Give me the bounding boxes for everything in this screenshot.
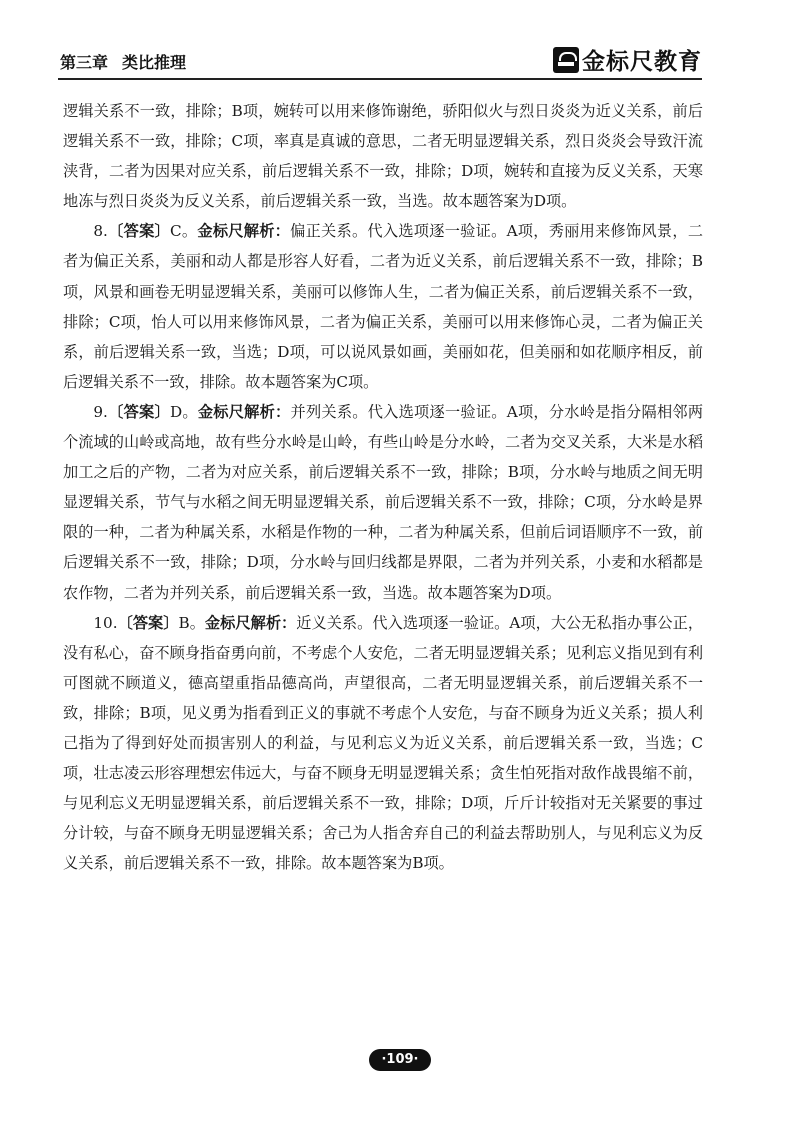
analysis-text: 并列关系。代入选项逐一验证。A项，分水岭是指分隔相邻两个流域的山岭或高地，故有些分水岭是山岭，有些山岭是分水岭，二者为交叉关系，大米是水稻加工之后的产物，二者为对应关系，前后逻辑关系不一致，排除；B项，分水岭与地质之间无明显逻辑关系，节气与水稻之间无明显逻辑关系，前后逻辑关系不一致，排除；C项，分水岭是界限的一种，二者为种属关系，水稻是作物的一种，二者为种属关系，但前后词语顺序不一致，前后逻辑关系不一致，排除；D项，分水岭与回归线都是界限，二者为并列关系，小麦和水稻都是农作物，二者为并列关系，前后逻辑关系一致，当选。故本题答案为D项。 <box>63 402 704 602</box>
book-pedestal-logo-icon <box>553 47 579 73</box>
open-bracket: 〔 <box>107 402 124 421</box>
answer-choice: B。 <box>178 613 205 632</box>
continuation-paragraph: 逻辑关系不一致，排除；B项，婉转可以用来修饰谢绝，骄阳似火与烈日炎炎为近义关系，前后逻辑关系不一致，排除；C项，率真是真诚的意思，二者无明显逻辑关系，烈日炎炎会导致汗流浃背，二者为因果对应关系，前后逻辑关系不一致，排除；D项，婉转和直接为反义关系，天寒地冻与烈日炎炎为反义关系，前后逻辑关系一致，当选。故本题答案为D项。 <box>63 102 703 211</box>
analysis-label: 金标尺解析： <box>197 222 291 241</box>
chapter-number: 第三章 <box>60 53 109 72</box>
answer-label: 答案 <box>132 613 164 632</box>
page-header <box>58 40 702 82</box>
question-number: 10. <box>93 613 118 632</box>
publisher-brand <box>553 43 702 76</box>
answer-10 <box>63 608 703 879</box>
analysis-text: 近义关系。代入选项逐一验证。A项，大公无私指办事公正，没有私心，奋不顾身指奋勇向前，不考虑个人安危，二者无明显逻辑关系；见利忘义指见到有利可图就不顾道义，德高望重指品德高尚，声望很高，二者无明显逻辑关系，前后逻辑关系不一致，排除；B项，见义勇为指看到正义的事就不考虑个人安危，与奋不顾身为近义关系；损人利己指为了得到好处而损害别人的利益，与见利忘义为近义关系，前后逻辑关系一致，当选；C项，壮志凌云形容理想宏伟远大，与奋不顾身无明显逻辑关系；贪生怕死指对敌作战畏缩不前，与见利忘义无明显逻辑关系，前后逻辑关系不一致，排除；D项，斤斤计较指对无关紧要的事过分计较，与奋不顾身无明显逻辑关系；舍己为人指舍弃自己的利益去帮助别人，与见利忘义为反义关系，前后逻辑关系不一致，排除。故本题答案为B项。 <box>63 613 704 873</box>
open-bracket: 〔 <box>107 222 124 241</box>
analysis-label: 金标尺解析： <box>197 402 291 421</box>
analysis-label: 金标尺解析： <box>204 613 297 632</box>
page-number: ·109· <box>369 1049 430 1071</box>
analysis-text: 偏正关系。代入选项逐一验证。A项，秀丽用来修饰风景，二者为偏正关系，美丽和动人都是形容人好看，二者为近义关系，前后逻辑关系不一致，排除；B项，风景和画卷无明显逻辑关系，美丽可以修饰人生，二者为偏正关系，前后逻辑关系不一致，排除；C项，怡人可以用来修饰风景，二者为偏正关系，美丽可以用来修饰心灵，二者为偏正关系，前后逻辑关系一致，当选；D项，可以说风景如画，美丽如花，但美丽和如花顺序相反，前后逻辑关系不一致，排除。故本题答案为C项。 <box>63 222 704 391</box>
brand-name: 金标尺教育 <box>582 49 702 75</box>
answer-label: 答案 <box>123 402 155 421</box>
answer-9 <box>63 397 703 608</box>
open-bracket: 〔 <box>117 613 133 632</box>
answer-label: 答案 <box>123 222 155 241</box>
answer-choice: D。 <box>169 402 198 421</box>
question-number: 9. <box>93 402 108 421</box>
answer-8 <box>63 216 703 397</box>
close-bracket: 〕 <box>163 613 179 632</box>
page-body <box>63 96 703 878</box>
question-number: 8. <box>93 222 108 241</box>
page-footer <box>0 1049 800 1071</box>
chapter-title: 类比推理 <box>122 53 187 72</box>
close-bracket: 〕 <box>154 402 170 421</box>
header-rule <box>58 78 702 80</box>
chapter-heading <box>60 50 186 73</box>
close-bracket: 〕 <box>154 222 171 241</box>
answer-choice: C。 <box>170 222 198 241</box>
